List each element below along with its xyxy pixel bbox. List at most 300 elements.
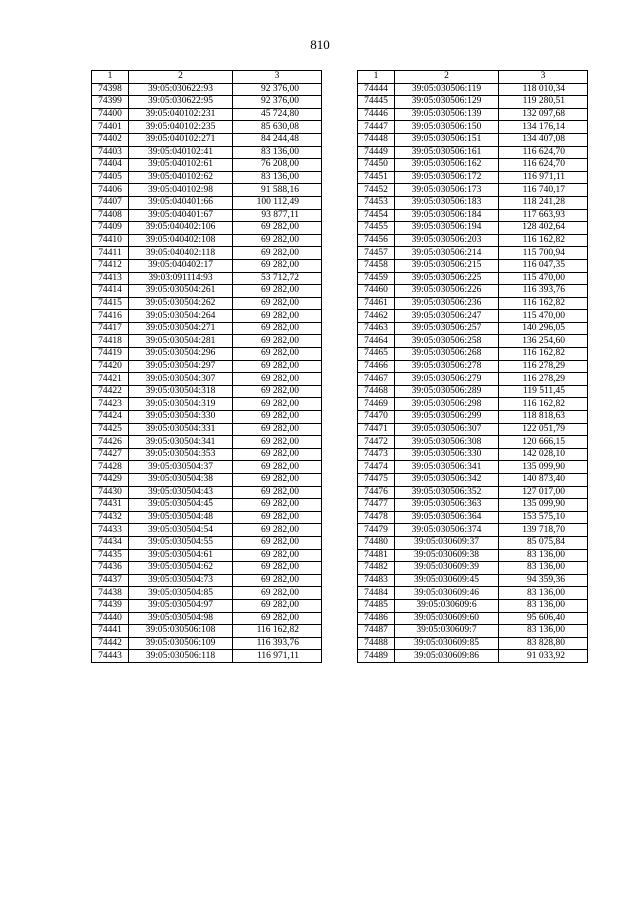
row-number-cell: 74428 [92,461,129,474]
value-cell: 132 097,68 [499,108,588,121]
row-number-cell: 74444 [358,83,395,96]
table-row [358,625,588,638]
value-cell: 83 136,00 [499,587,588,600]
value-cell: 83 136,00 [499,599,588,612]
value-cell: 116 162,82 [499,297,588,310]
row-number-cell: 74443 [92,650,129,663]
value-cell: 69 282,00 [233,360,322,373]
value-cell: 69 282,00 [233,285,322,298]
value-cell: 140 296,05 [499,322,588,335]
cadastral-number-cell: 39:05:040401:67 [129,209,233,222]
value-cell: 69 282,00 [233,259,322,272]
cadastral-number-cell: 39:05:030506:298 [395,398,499,411]
cadastral-number-cell: 39:05:030504:262 [129,297,233,310]
cadastral-number-cell: 39:05:030506:278 [395,360,499,373]
cadastral-number-cell: 39:05:030609:7 [395,625,499,638]
cadastral-number-cell: 39:05:030506:162 [395,159,499,172]
table-row [358,612,588,625]
header-cell-number: 1 [92,71,129,84]
cadastral-number-cell: 39:05:030504:45 [129,499,233,512]
value-cell: 69 282,00 [233,436,322,449]
value-cell: 69 282,00 [233,474,322,487]
row-number-cell: 74478 [358,511,395,524]
cadastral-number-cell: 39:05:030506:330 [395,448,499,461]
value-cell: 118 241,28 [499,196,588,209]
row-number-cell: 74430 [92,486,129,499]
cadastral-number-cell: 39:05:030504:61 [129,549,233,562]
cadastral-number-cell: 39:05:030506:299 [395,411,499,424]
value-cell: 93 877,11 [233,209,322,222]
cadastral-number-cell: 39:05:030609:45 [395,574,499,587]
cadastral-number-cell: 39:05:030609:39 [395,562,499,575]
row-number-cell: 74474 [358,461,395,474]
value-cell: 95 606,40 [499,612,588,625]
cadastral-number-cell: 39:05:030504:319 [129,398,233,411]
row-number-cell: 74413 [92,272,129,285]
row-number-cell: 74429 [92,474,129,487]
value-cell: 116 278,29 [499,360,588,373]
value-cell: 69 282,00 [233,536,322,549]
cadastral-number-cell: 39:05:040102:62 [129,171,233,184]
table-row [92,222,322,235]
cadastral-number-cell: 39:05:030506:203 [395,234,499,247]
row-number-cell: 74445 [358,96,395,109]
row-number-cell: 74414 [92,285,129,298]
value-cell: 69 282,00 [233,222,322,235]
table-row [92,474,322,487]
table-row [358,171,588,184]
table-row [92,562,322,575]
value-cell: 127 017,00 [499,486,588,499]
value-cell: 69 282,00 [233,373,322,386]
row-number-cell: 74421 [92,373,129,386]
table-row [92,133,322,146]
row-number-cell: 74482 [358,562,395,575]
value-cell: 45 724,80 [233,108,322,121]
row-number-cell: 74479 [358,524,395,537]
table-row [358,259,588,272]
cadastral-number-cell: 39:05:040402:108 [129,234,233,247]
cadastral-number-cell: 39:05:030506:214 [395,247,499,260]
value-cell: 116 162,82 [499,234,588,247]
cadastral-number-cell: 39:05:030504:98 [129,612,233,625]
table-row [92,348,322,361]
row-number-cell: 74452 [358,184,395,197]
table-row [358,272,588,285]
cadastral-number-cell: 39:05:030506:257 [395,322,499,335]
cadastral-number-cell: 39:05:030609:60 [395,612,499,625]
cadastral-number-cell: 39:05:030504:38 [129,474,233,487]
cadastral-number-cell: 39:05:030504:307 [129,373,233,386]
table-row [92,272,322,285]
cadastral-number-cell: 39:05:030504:353 [129,448,233,461]
value-cell: 116 971,11 [499,171,588,184]
row-number-cell: 74407 [92,196,129,209]
table-row [358,234,588,247]
value-cell: 135 099,90 [499,499,588,512]
cadastral-number-cell: 39:05:030506:108 [129,625,233,638]
header-cell-cadastral: 2 [395,71,499,84]
value-cell: 69 282,00 [233,486,322,499]
cadastral-number-cell: 39:05:030504:37 [129,461,233,474]
value-cell: 139 718,70 [499,524,588,537]
table-row [358,108,588,121]
value-cell: 115 470,00 [499,310,588,323]
value-cell: 85 630,08 [233,121,322,134]
cadastral-number-cell: 39:05:030609:37 [395,536,499,549]
cadastral-number-cell: 39:05:030506:363 [395,499,499,512]
table-row [92,247,322,260]
table-row [92,511,322,524]
row-number-cell: 74483 [358,574,395,587]
table-row [358,411,588,424]
cadastral-number-cell: 39:05:040402:17 [129,259,233,272]
table-row [92,549,322,562]
cadastral-number-cell: 39:05:040102:235 [129,121,233,134]
cadastral-number-cell: 39:05:030506:172 [395,171,499,184]
table-row [92,335,322,348]
row-number-cell: 74420 [92,360,129,373]
cadastral-number-cell: 39:05:040102:231 [129,108,233,121]
row-number-cell: 74460 [358,285,395,298]
row-number-cell: 74439 [92,599,129,612]
right-table [357,70,588,663]
value-cell: 116 971,11 [233,650,322,663]
cadastral-number-cell: 39:05:030506:308 [395,436,499,449]
table-row [358,96,588,109]
cadastral-number-cell: 39:05:030504:43 [129,486,233,499]
cadastral-number-cell: 39:05:030504:297 [129,360,233,373]
value-cell: 69 282,00 [233,511,322,524]
value-cell: 83 136,00 [233,171,322,184]
value-cell: 135 099,90 [499,461,588,474]
row-number-cell: 74433 [92,524,129,537]
cadastral-number-cell: 39:05:040401:66 [129,196,233,209]
value-cell: 116 162,82 [499,398,588,411]
table-row [92,297,322,310]
value-cell: 100 112,49 [233,196,322,209]
row-number-cell: 74451 [358,171,395,184]
cadastral-number-cell: 39:05:030506:118 [129,650,233,663]
cadastral-number-cell: 39:05:030506:289 [395,385,499,398]
row-number-cell: 74442 [92,637,129,650]
value-cell: 69 282,00 [233,612,322,625]
value-cell: 116 278,29 [499,373,588,386]
value-cell: 116 162,82 [233,625,322,638]
cadastral-number-cell: 39:05:030506:151 [395,133,499,146]
value-cell: 83 136,00 [499,625,588,638]
value-cell: 84 244,48 [233,133,322,146]
row-number-cell: 74453 [358,196,395,209]
value-cell: 69 282,00 [233,587,322,600]
row-number-cell: 74458 [358,259,395,272]
row-number-cell: 74475 [358,474,395,487]
cadastral-number-cell: 39:05:030504:318 [129,385,233,398]
table-row [358,436,588,449]
cadastral-number-cell: 39:05:030506:226 [395,285,499,298]
cadastral-number-cell: 39:05:030506:161 [395,146,499,159]
value-cell: 134 407,08 [499,133,588,146]
cadastral-number-cell: 39:05:030622:95 [129,96,233,109]
table-row [92,234,322,247]
cadastral-number-cell: 39:05:030504:62 [129,562,233,575]
row-number-cell: 74455 [358,222,395,235]
row-number-cell: 74454 [358,209,395,222]
table-row [358,285,588,298]
left-table [91,70,322,663]
cadastral-number-cell: 39:05:030506:184 [395,209,499,222]
cadastral-number-cell: 39:05:030504:330 [129,411,233,424]
table-row [92,184,322,197]
value-cell: 69 282,00 [233,549,322,562]
row-number-cell: 74473 [358,448,395,461]
row-number-cell: 74431 [92,499,129,512]
cadastral-number-cell: 39:05:030504:54 [129,524,233,537]
cadastral-number-cell: 39:05:030504:73 [129,574,233,587]
cadastral-number-cell: 39:05:030504:261 [129,285,233,298]
row-number-cell: 74432 [92,511,129,524]
value-cell: 120 666,15 [499,436,588,449]
cadastral-number-cell: 39:05:030506:225 [395,272,499,285]
value-cell: 69 282,00 [233,499,322,512]
value-cell: 153 575,10 [499,511,588,524]
cadastral-number-cell: 39:05:040102:271 [129,133,233,146]
cadastral-number-cell: 39:05:030504:331 [129,423,233,436]
cadastral-number-cell: 39:05:030504:97 [129,599,233,612]
cadastral-number-cell: 39:05:030506:374 [395,524,499,537]
table-row [358,360,588,373]
table-row [358,373,588,386]
value-cell: 118 818,63 [499,411,588,424]
value-cell: 76 208,00 [233,159,322,172]
value-cell: 69 282,00 [233,411,322,424]
row-number-cell: 74468 [358,385,395,398]
value-cell: 134 176,14 [499,121,588,134]
table-row [358,448,588,461]
table-row [92,536,322,549]
row-number-cell: 74457 [358,247,395,260]
table-row [358,499,588,512]
table-row [358,637,588,650]
table-row [358,146,588,159]
row-number-cell: 74400 [92,108,129,121]
value-cell: 69 282,00 [233,599,322,612]
table-row [92,83,322,96]
cadastral-number-cell: 39:05:030609:86 [395,650,499,663]
row-number-cell: 74448 [358,133,395,146]
value-cell: 140 873,40 [499,474,588,487]
value-cell: 136 254,60 [499,335,588,348]
row-number-cell: 74450 [358,159,395,172]
cadastral-number-cell: 39:05:030506:279 [395,373,499,386]
value-cell: 69 282,00 [233,322,322,335]
row-number-cell: 74423 [92,398,129,411]
row-number-cell: 74419 [92,348,129,361]
row-number-cell: 74427 [92,448,129,461]
value-cell: 116 162,82 [499,348,588,361]
table-row [358,222,588,235]
value-cell: 116 393,76 [499,285,588,298]
table-row [358,423,588,436]
table-row [92,373,322,386]
table-row [92,108,322,121]
value-cell: 69 282,00 [233,398,322,411]
table-row [92,637,322,650]
row-number-cell: 74440 [92,612,129,625]
value-cell: 69 282,00 [233,423,322,436]
value-cell: 69 282,00 [233,524,322,537]
value-cell: 128 402,64 [499,222,588,235]
row-number-cell: 74486 [358,612,395,625]
cadastral-number-cell: 39:05:030504:341 [129,436,233,449]
cadastral-number-cell: 39:05:030506:129 [395,96,499,109]
cadastral-number-cell: 39:05:040102:98 [129,184,233,197]
value-cell: 85 075,84 [499,536,588,549]
cadastral-number-cell: 39:05:040102:41 [129,146,233,159]
row-number-cell: 74412 [92,259,129,272]
cadastral-number-cell: 39:05:030506:247 [395,310,499,323]
table-row [92,322,322,335]
value-cell: 115 470,00 [499,272,588,285]
cadastral-number-cell: 39:05:030506:341 [395,461,499,474]
table-row [92,385,322,398]
table-row [92,650,322,663]
table-row [358,587,588,600]
row-number-cell: 74447 [358,121,395,134]
cadastral-number-cell: 39:05:030622:93 [129,83,233,96]
table-row [358,247,588,260]
table-row [92,171,322,184]
row-number-cell: 74404 [92,159,129,172]
cadastral-number-cell: 39:05:030506:364 [395,511,499,524]
row-number-cell: 74434 [92,536,129,549]
row-number-cell: 74462 [358,310,395,323]
table-row [92,209,322,222]
value-cell: 119 280,51 [499,96,588,109]
cadastral-number-cell: 39:05:030504:85 [129,587,233,600]
table-row [92,411,322,424]
table-row [358,474,588,487]
cadastral-number-cell: 39:05:030504:48 [129,511,233,524]
table-row [92,486,322,499]
value-cell: 92 376,00 [233,83,322,96]
cadastral-number-cell: 39:05:040102:61 [129,159,233,172]
value-cell: 118 010,34 [499,83,588,96]
table-row [358,133,588,146]
value-cell: 91 588,16 [233,184,322,197]
row-number-cell: 74399 [92,96,129,109]
row-number-cell: 74470 [358,411,395,424]
table-row [92,285,322,298]
table-row [92,360,322,373]
cadastral-number-cell: 39:05:030609:38 [395,549,499,562]
table-row [358,159,588,172]
row-number-cell: 74410 [92,234,129,247]
value-cell: 115 700,94 [499,247,588,260]
table-row [358,486,588,499]
table-row [92,524,322,537]
row-number-cell: 74406 [92,184,129,197]
row-number-cell: 74485 [358,599,395,612]
row-number-cell: 74469 [358,398,395,411]
value-cell: 116 393,76 [233,637,322,650]
value-cell: 119 511,45 [499,385,588,398]
value-cell: 69 282,00 [233,448,322,461]
row-number-cell: 74476 [358,486,395,499]
value-cell: 83 136,00 [499,562,588,575]
table-row [358,599,588,612]
row-number-cell: 74449 [358,146,395,159]
table-row [358,524,588,537]
table-row [92,587,322,600]
value-cell: 69 282,00 [233,385,322,398]
table-row [358,209,588,222]
table-row [92,146,322,159]
header-row [92,71,322,84]
row-number-cell: 74489 [358,650,395,663]
row-number-cell: 74465 [358,348,395,361]
row-number-cell: 74422 [92,385,129,398]
table-row [358,385,588,398]
row-number-cell: 74417 [92,322,129,335]
value-cell: 69 282,00 [233,348,322,361]
cadastral-number-cell: 39:05:030506:258 [395,335,499,348]
row-number-cell: 74416 [92,310,129,323]
table-row [92,259,322,272]
cadastral-number-cell: 39:05:030506:183 [395,196,499,209]
table-row [92,310,322,323]
cadastral-number-cell: 39:05:030504:264 [129,310,233,323]
value-cell: 69 282,00 [233,574,322,587]
row-number-cell: 74415 [92,297,129,310]
row-number-cell: 74463 [358,322,395,335]
table-row [92,599,322,612]
value-cell: 69 282,00 [233,461,322,474]
table-row [92,96,322,109]
table-row [92,398,322,411]
row-number-cell: 74464 [358,335,395,348]
table-row [358,83,588,96]
table-row [358,322,588,335]
table-row [358,184,588,197]
row-number-cell: 74437 [92,574,129,587]
row-number-cell: 74481 [358,549,395,562]
table-row [358,549,588,562]
table-row [92,574,322,587]
row-number-cell: 74424 [92,411,129,424]
cadastral-number-cell: 39:05:030506:236 [395,297,499,310]
cadastral-number-cell: 39:05:030609:6 [395,599,499,612]
table-row [358,574,588,587]
row-number-cell: 74446 [358,108,395,121]
value-cell: 83 828,80 [499,637,588,650]
cadastral-number-cell: 39:05:030506:109 [129,637,233,650]
cadastral-number-cell: 39:05:030506:194 [395,222,499,235]
cadastral-number-cell: 39:05:030506:215 [395,259,499,272]
cadastral-number-cell: 39:05:030506:173 [395,184,499,197]
cadastral-number-cell: 39:05:030506:307 [395,423,499,436]
table-row [358,121,588,134]
row-number-cell: 74471 [358,423,395,436]
value-cell: 116 047,35 [499,259,588,272]
table-row [92,121,322,134]
row-number-cell: 74441 [92,625,129,638]
row-number-cell: 74398 [92,83,129,96]
cadastral-number-cell: 39:05:040402:106 [129,222,233,235]
row-number-cell: 74472 [358,436,395,449]
row-number-cell: 74426 [92,436,129,449]
cadastral-number-cell: 39:05:030506:342 [395,474,499,487]
